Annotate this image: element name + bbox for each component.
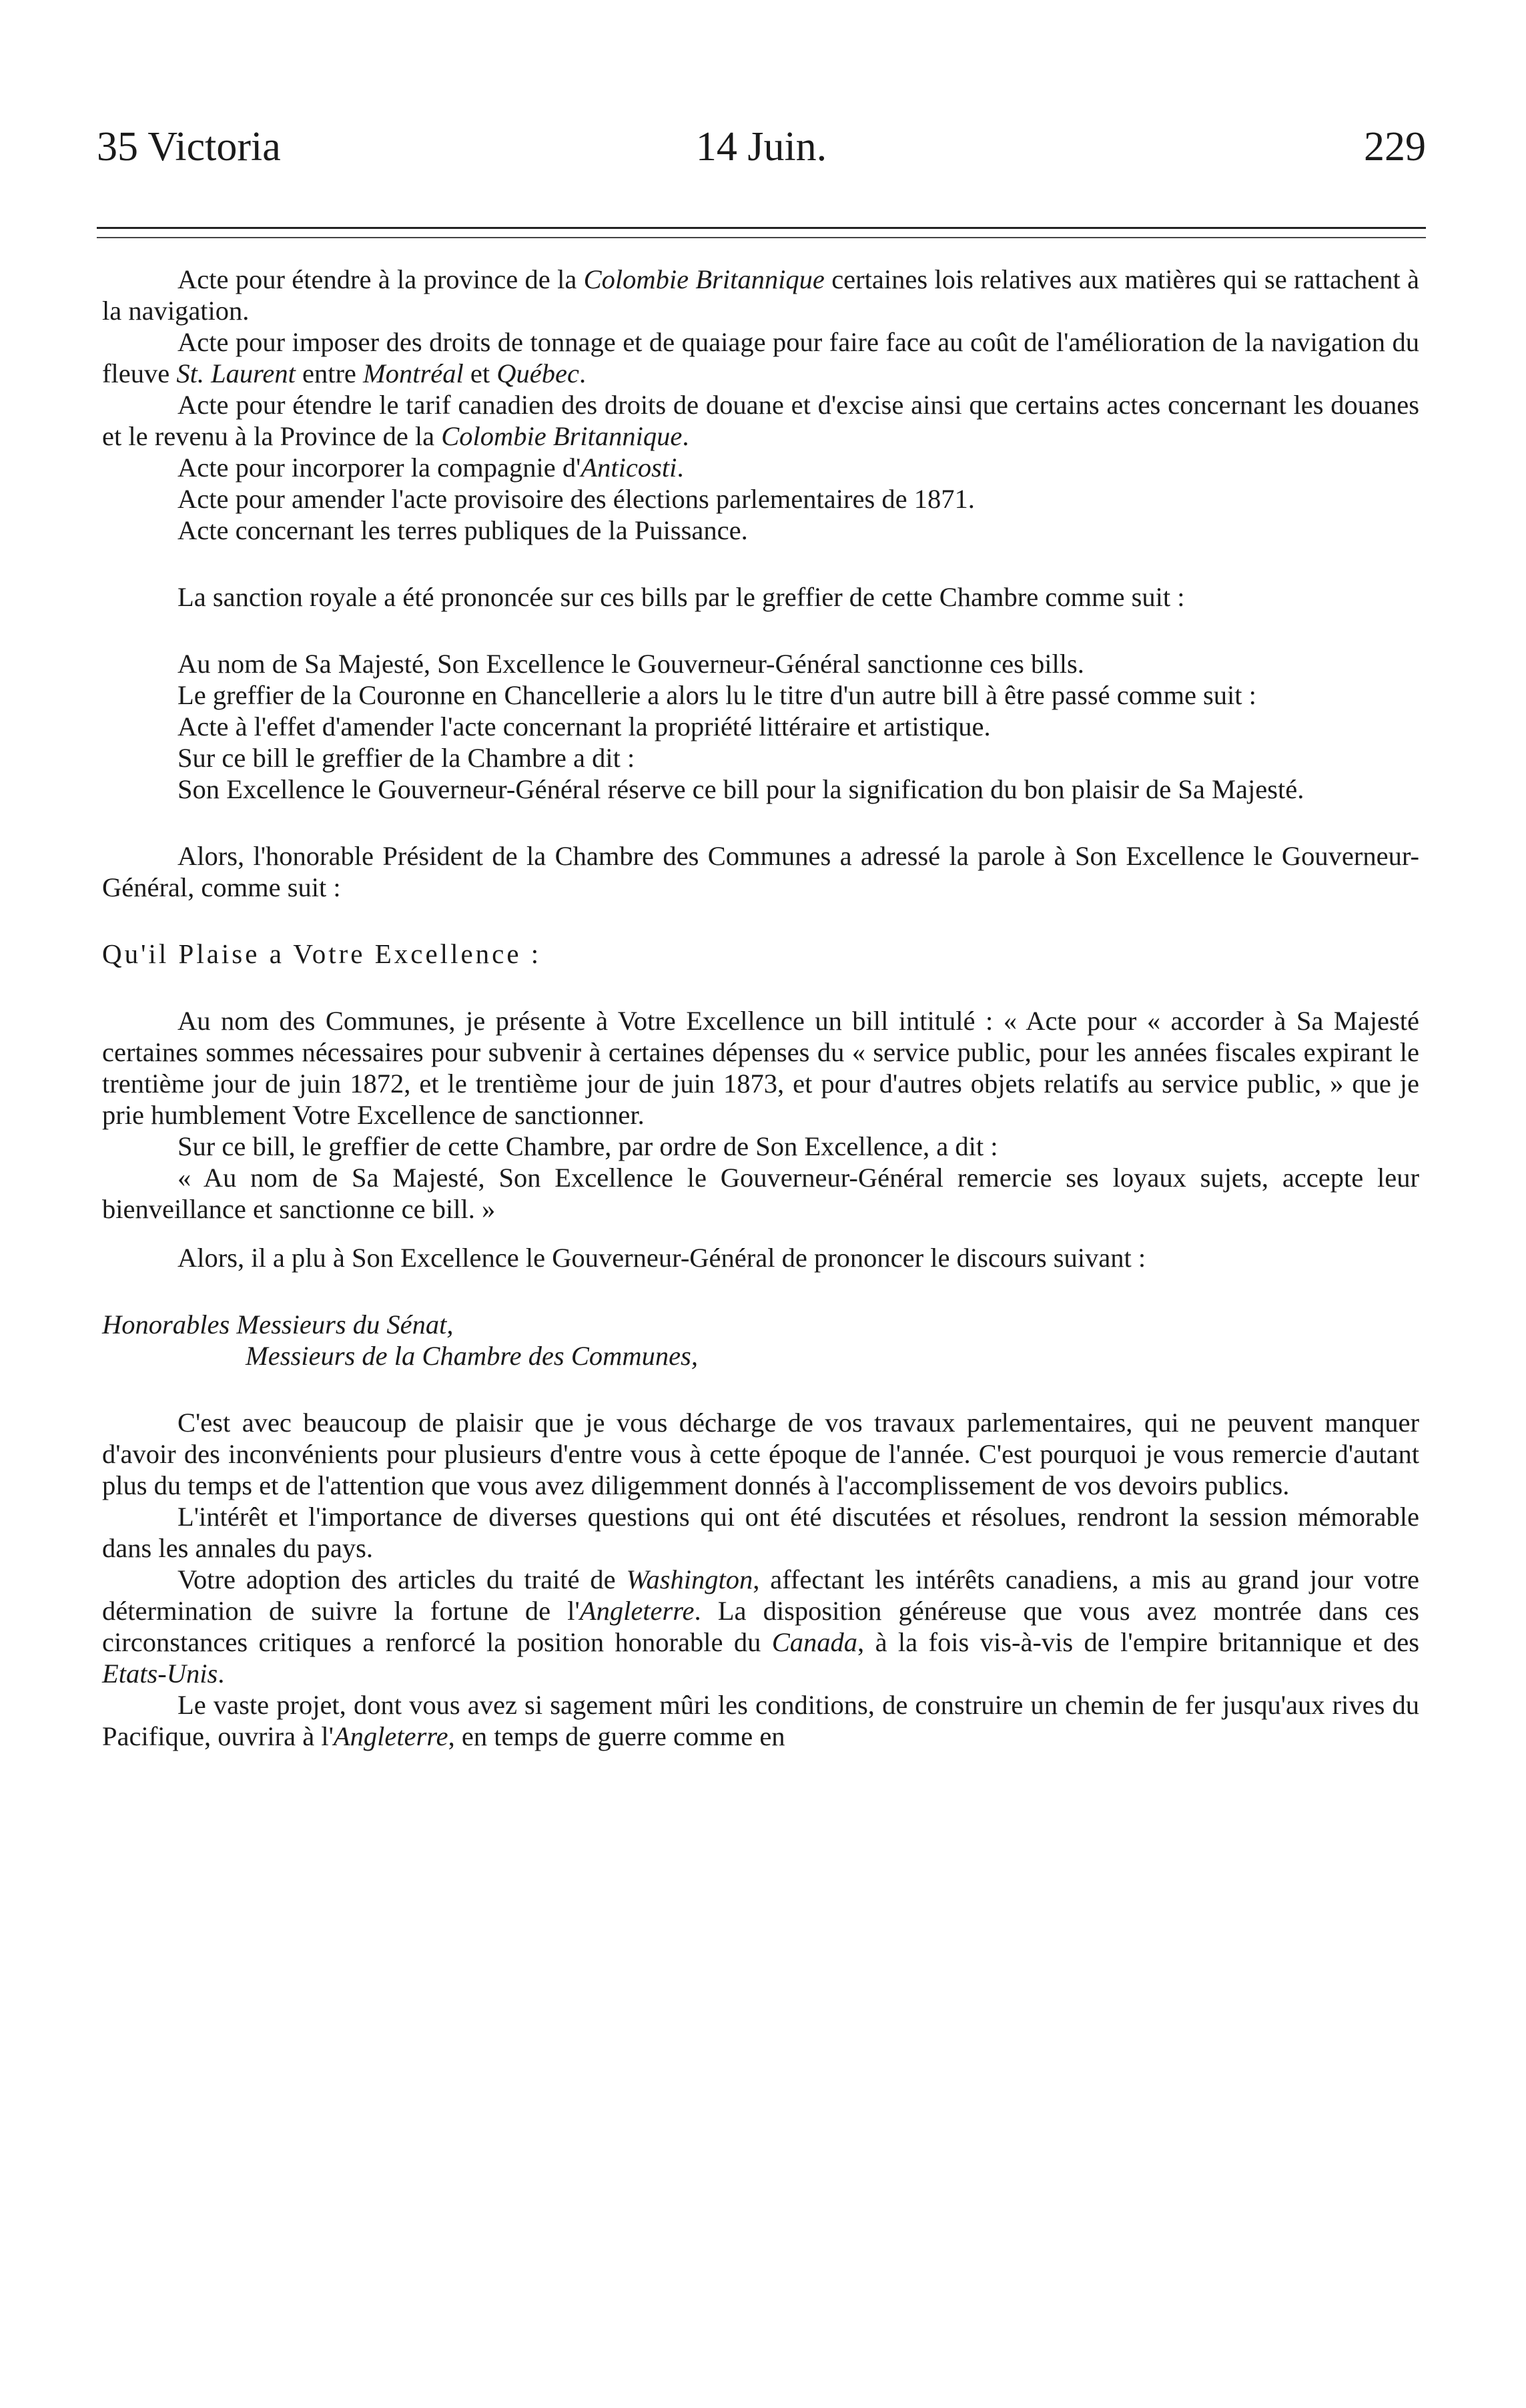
- act-item: Acte pour étendre le tarif canadien des droits de douane et d'excise ainsi que certains actes concernant les douanes et le revenu à la Province de la Colombie Britannique.: [102, 390, 1419, 451]
- communes-paragraph: Au nom des Communes, je présente à Votre Excellence un bill intitulé : « Acte pour « accorder à Sa Majesté certaines sommes nécessaires pour subvenir à certaines dépenses du « service public, pour les années fiscales expirant le trentième jour de juin 1872, et le trentième jour de juin 1873, et pour d'autres objets relatifs au service public, » que je prie humblement Votre Excellence de sanctionner.: [102, 1006, 1419, 1130]
- sanction-intro: La sanction royale a été prononcée sur ces bills par le greffier de cette Chambre comme suit :: [177, 582, 1185, 612]
- speech-paragraph: Votre adoption des articles du traité de Washington, affectant les intérêts canadiens, a mis au grand jour votre détermination de suivre la fortune de l'Angleterre. La disposition généreuse que vous avez montrée dans ces circonstances critiques a renforcé la position honorable du Canada, à la fois vis-à-vis de l'empire britannique et des Etats-Unis.: [102, 1564, 1420, 1689]
- sanction-paragraph: Le greffier de la Couronne en Chancellerie a alors lu le titre d'un autre bill à être passé comme suit :: [177, 680, 1256, 710]
- page-body: [102, 264, 1419, 1752]
- header-session: 35 Victoria: [97, 124, 281, 170]
- act-item: Acte concernant les terres publiques de la Puissance.: [177, 515, 748, 545]
- salutation-commons: Messieurs de la Chambre des Communes,: [246, 1341, 698, 1371]
- address-heading: Qu'il Plaise a Votre Excellence :: [102, 938, 542, 969]
- running-header: [97, 123, 1426, 184]
- speech-paragraph: L'intérêt et l'importance de diverses questions qui ont été discutées et résolues, rendront la session mémorable dans les annales du pays.: [102, 1502, 1419, 1563]
- sanction-paragraph: Son Excellence le Gouverneur-Général réserve ce bill pour la signification du bon plaisir de Sa Majesté.: [177, 774, 1304, 804]
- speech-paragraph: Le vaste projet, dont vous avez si sagement mûri les conditions, de construire un chemin de fer jusqu'aux rives du Pacifique, ouvrira à l'Angleterre, en temps de guerre comme en: [102, 1690, 1419, 1751]
- sanction-paragraph: Au nom de Sa Majesté, Son Excellence le Gouverneur-Général sanctionne ces bills.: [177, 649, 1084, 679]
- communes-paragraph: « Au nom de Sa Majesté, Son Excellence le Gouverneur-Général remercie ses loyaux sujets, accepte leur bienveillance et sanctionne ce bill. »: [102, 1163, 1419, 1224]
- act-item: Acte pour étendre à la province de la Colombie Britannique certaines lois relatives aux matières qui se rattachent à la navigation.: [102, 264, 1419, 326]
- header-rule: [97, 227, 1426, 238]
- page-number: 229: [1364, 124, 1426, 170]
- sanction-paragraph: Acte à l'effet d'amender l'acte concernant la propriété littéraire et artistique.: [177, 711, 991, 741]
- speech-paragraph: C'est avec beaucoup de plaisir que je vous décharge de vos travaux parlementaires, qui ne peuvent manquer d'avoir des inconvénients pour plusieurs d'entre vous à cette époque de l'année. C'est pourquoi je vous remercie d'autant plus du temps et de l'attention que vous avez diligemment donnés à l'accomplissement de vos devoirs publics.: [102, 1408, 1419, 1500]
- sanction-paragraph: Sur ce bill le greffier de la Chambre a dit :: [177, 743, 635, 773]
- discours-intro: Alors, il a plu à Son Excellence le Gouverneur-Général de prononcer le discours suivant :: [177, 1243, 1146, 1273]
- act-item: Acte pour imposer des droits de tonnage et de quaiage pour faire face au coût de l'amélioration de la navigation du fleuve St. Laurent entre Montréal et Québec.: [102, 327, 1419, 388]
- act-item: Acte pour amender l'acte provisoire des élections parlementaires de 1871.: [177, 484, 975, 514]
- salutation-senate: Honorables Messieurs du Sénat,: [102, 1309, 454, 1339]
- header-date: 14 Juin.: [695, 124, 827, 170]
- act-item: Acte pour incorporer la compagnie d'Anticosti.: [177, 453, 684, 483]
- president-intro: Alors, l'honorable Président de la Chambre des Communes a adressé la parole à Son Excellence le Gouverneur-Général, comme suit :: [102, 841, 1419, 902]
- communes-paragraph: Sur ce bill, le greffier de cette Chambre, par ordre de Son Excellence, a dit :: [177, 1131, 998, 1161]
